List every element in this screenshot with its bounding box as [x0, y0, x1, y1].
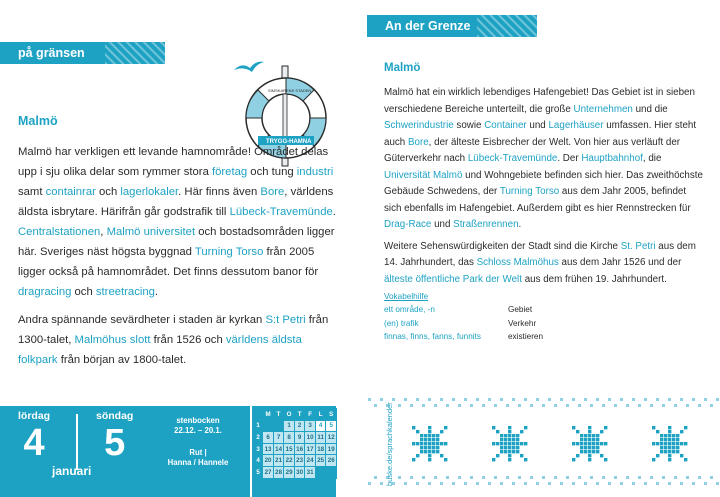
- swedish-paragraph-2: [18, 310, 338, 370]
- highlighted-term: Bore: [260, 186, 285, 198]
- text-run: . Der: [557, 153, 582, 164]
- week-number: 1: [254, 420, 263, 432]
- mini-calendar-table: [253, 408, 337, 479]
- vocabulary-title: Vokabelhilfe: [384, 292, 429, 301]
- week-number: 5: [254, 466, 263, 478]
- calendar-day: 6: [263, 432, 274, 444]
- calendar-day: 24: [305, 455, 316, 467]
- calendar-day: 15: [284, 443, 295, 455]
- highlighted-term: Lagerhäuser: [548, 120, 604, 131]
- calendar-day: 3: [305, 420, 316, 432]
- text-run: , världens äldsta isbrytare. Härifrån går godstrafik till: [18, 186, 334, 218]
- text-run: und die: [632, 103, 668, 115]
- zodiac-info: [158, 416, 238, 436]
- vocabulary-swedish: ett område, -n: [384, 305, 435, 315]
- calendar-day: 18: [315, 443, 326, 455]
- text-run: från 1526 och: [150, 334, 226, 346]
- calendar-day: 20: [263, 455, 274, 467]
- highlighted-term: Schwerindustrie: [384, 120, 454, 131]
- calendar-day: 30: [294, 466, 305, 478]
- swedish-header: på gränsen: [0, 42, 165, 64]
- calendar-day: 5: [326, 420, 337, 432]
- text-run: Malmö har verkligen ett levande hamnområde! Området delas upp i sju olika delar som rymmer stora: [18, 146, 329, 178]
- calendar-day: 17: [305, 443, 316, 455]
- text-run: und: [431, 219, 454, 230]
- day-divider: [76, 414, 78, 470]
- highlighted-term: världens äldsta folkpark: [18, 334, 302, 366]
- highlighted-term: Drag-Race: [384, 219, 432, 230]
- calendar-day: 2: [294, 420, 305, 432]
- mini-calendar: [250, 406, 336, 497]
- german-paragraph-2: [384, 239, 706, 289]
- text-run: och: [71, 286, 96, 298]
- calendar-day: 1: [284, 420, 295, 432]
- calendar-day: 11: [315, 432, 326, 444]
- calendar-header: L: [315, 409, 326, 421]
- calendar-header: [254, 409, 263, 421]
- calendar-day: [263, 420, 274, 432]
- calendar-day: 27: [263, 466, 274, 478]
- vocabulary-swedish: (en) trafik: [384, 318, 419, 328]
- swedish-paragraph-1: [18, 142, 338, 302]
- highlighted-term: containrar: [45, 186, 96, 198]
- calendar-day: 14: [273, 443, 284, 455]
- snowflake-motif: [572, 426, 607, 461]
- text-run: .: [518, 219, 522, 230]
- german-header: An der Grenze: [367, 15, 537, 37]
- vocabulary-row: [384, 330, 706, 343]
- text-run: aus dem Jahr 1526 und der: [558, 257, 682, 268]
- highlighted-term: Schloss Malmöhus: [476, 257, 559, 268]
- highlighted-term: Bore: [407, 136, 429, 148]
- text-run: .: [332, 206, 336, 218]
- calendar-header: O: [284, 409, 295, 421]
- publisher-url-text: buske.de/sprachkalender: [385, 402, 394, 486]
- highlighted-term: Universität Malmö: [384, 169, 463, 181]
- calendar-day: 25: [315, 455, 326, 467]
- text-run: aus dem 14. Jahrhundert, das: [384, 240, 696, 268]
- vocabulary-german: existieren: [508, 331, 544, 341]
- calendar-header: M: [263, 409, 274, 421]
- calendar-day: 29: [284, 466, 295, 478]
- date-footer: [0, 406, 250, 497]
- text-run: Malmö hat ein wirklich lebendiges Hafengebiet! Das Gebiet ist in sieben verschiedene Bereiche unterteilt, die große: [384, 87, 695, 115]
- vocabulary-german: Verkehr: [508, 318, 537, 328]
- calendar-day: 13: [263, 443, 274, 455]
- vocabulary-swedish: finnas, finns, fanns, funnits: [384, 331, 481, 341]
- highlighted-term: Straßenrennen: [453, 219, 519, 230]
- highlighted-term: Malmöhus slott: [74, 334, 151, 346]
- day1-name: lördag: [18, 410, 51, 422]
- text-run: sowie: [453, 120, 485, 131]
- month-label: januari: [52, 464, 92, 478]
- highlighted-term: streetracing: [95, 286, 155, 298]
- calendar-day: 26: [326, 455, 337, 467]
- german-paragraph-1: [384, 85, 706, 234]
- calendar-day: 7: [273, 432, 284, 444]
- name-days-line1: Rut |: [189, 448, 207, 457]
- highlighted-term: Malmö universitet: [106, 226, 196, 238]
- highlighted-term: Lübeck-Travemünde: [467, 153, 558, 164]
- calendar-header: T: [294, 409, 305, 421]
- knit-pattern-decoration: [368, 398, 720, 488]
- calendar-header: F: [305, 409, 316, 421]
- publisher-url: [384, 398, 396, 488]
- text-run: aus dem frühen 19. Jahrhundert.: [521, 273, 667, 285]
- lifebuoy-bottom-text: TRYGG-HAMNA: [266, 139, 312, 145]
- vocabulary-help: [384, 290, 706, 343]
- text-run: från 2005 ligger också på hamnområdet. Det finns dessutom banor för: [18, 246, 319, 278]
- highlighted-term: S:t Petri: [265, 314, 306, 326]
- highlighted-term: Turning Torso: [499, 186, 560, 197]
- german-city-title: Malmö: [384, 62, 421, 74]
- highlighted-term: Centralstationen: [18, 226, 101, 238]
- calendar-day: 23: [294, 455, 305, 467]
- snowflake-motif: [652, 426, 687, 461]
- calendar-day: 21: [273, 455, 284, 467]
- text-run: aus dem Jahr 2005, befindet sich ebenfalls im Hafengebiet. Außerdem gibt es hier Rennstrecken für: [384, 186, 691, 214]
- name-days-line2: Hanna / Hannele: [167, 458, 229, 467]
- german-body: [384, 85, 706, 293]
- zodiac-name: stenbocken: [176, 416, 220, 425]
- highlighted-term: dragracing: [18, 286, 72, 298]
- text-run: från början av 1800-talet.: [57, 354, 187, 366]
- text-run: och tung: [247, 166, 297, 178]
- text-run: und Wohngebiete befinden sich hier. Das zweithöchste Gebäude Schwedens, der: [384, 169, 703, 197]
- highlighted-term: industri: [296, 166, 334, 178]
- day2-number: 5: [104, 422, 126, 464]
- text-run: och: [95, 186, 121, 198]
- seagull-icon: [234, 62, 264, 72]
- calendar-day: 19: [326, 443, 337, 455]
- highlighted-term: älteste öffentliche Park der Welt: [384, 273, 522, 285]
- vocabulary-row: [384, 303, 706, 316]
- name-days: [150, 448, 246, 468]
- sunday-column: [96, 410, 133, 464]
- calendar-day: 4: [315, 420, 326, 432]
- vocabulary-row: [384, 317, 706, 330]
- zodiac-range: 22.12. – 20.1.: [174, 426, 222, 435]
- week-number: 4: [254, 455, 263, 467]
- highlighted-term: Turning Torso: [194, 246, 264, 258]
- week-number: 2: [254, 432, 263, 444]
- vocabulary-rows: [384, 303, 706, 343]
- highlighted-term: Unternehmen: [573, 103, 633, 115]
- snowflake-motif: [492, 426, 527, 461]
- day1-number: 4: [23, 422, 45, 464]
- text-run: ,: [100, 226, 107, 238]
- text-run: Andra spännande sevärdheter i staden är kyrkan: [18, 314, 266, 326]
- calendar-day: 12: [326, 432, 337, 444]
- calendar-day: [326, 466, 337, 478]
- vocabulary-german: Gebiet: [508, 305, 533, 315]
- text-run: , die: [642, 153, 662, 164]
- day2-name: söndag: [96, 410, 134, 422]
- text-run: und: [526, 120, 549, 131]
- calendar-day: 9: [294, 432, 305, 444]
- text-run: umfassen. Hier steht auch: [384, 120, 697, 148]
- calendar-day: 8: [284, 432, 295, 444]
- highlighted-term: Lübeck-Travemünde: [229, 206, 333, 218]
- calendar-day: [273, 420, 284, 432]
- calendar-day: 16: [294, 443, 305, 455]
- swedish-city-title: Malmö: [18, 114, 58, 128]
- text-run: samt: [18, 186, 46, 198]
- calendar-day: 28: [273, 466, 284, 478]
- text-run: , der älteste Eisbrecher der Welt. Von hier aus verläuft der Güterverkehr nach: [384, 136, 681, 164]
- text-run: och bostadsområden ligger här. Sveriges näst högsta byggnad: [18, 226, 335, 258]
- highlighted-term: lagerlokaler: [120, 186, 179, 198]
- highlighted-term: Hauptbahnhof: [581, 153, 643, 164]
- lifebuoy-top-text: SIMSKARENS STADEN: [268, 88, 312, 93]
- highlighted-term: St. Petri: [620, 240, 656, 252]
- highlighted-term: företag: [212, 166, 248, 178]
- week-number: 3: [254, 443, 263, 455]
- calendar-day: 10: [305, 432, 316, 444]
- calendar-day: [315, 466, 326, 478]
- text-run: .: [154, 286, 159, 298]
- text-run: . Här finns även: [178, 186, 261, 198]
- calendar-header: T: [273, 409, 284, 421]
- calendar-header: S: [326, 409, 337, 421]
- text-run: Weitere Sehenswürdigkeiten der Stadt sind die Kirche: [384, 240, 621, 252]
- highlighted-term: Container: [484, 120, 527, 131]
- calendar-day: 22: [284, 455, 295, 467]
- swedish-body: [18, 142, 338, 378]
- saturday-column: [18, 410, 50, 464]
- text-run: från 1300-talet,: [18, 314, 329, 346]
- calendar-day: 31: [305, 466, 316, 478]
- snowflake-motif: [412, 426, 447, 461]
